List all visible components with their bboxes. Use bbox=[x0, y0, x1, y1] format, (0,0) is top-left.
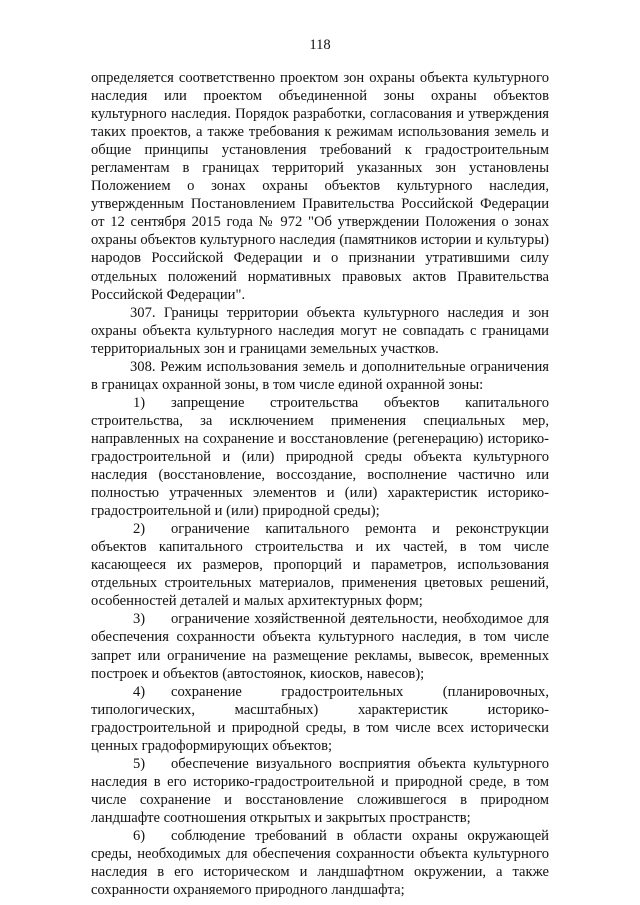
list-item bbox=[91, 755, 549, 827]
paragraph-continuation: определяется соответственно проектом зон охраны объекта культурного наследия или проектом объединенной зоны охраны объектов культурного наследия. Порядок разработки, согласования и утверждения таких проектов, а также требования к режимам использования земель и общие принципы установления требований к градостроительным регламентам в границах территорий указанных зон установлены Положением о зонах охраны объектов культурного наследия, утвержденным Постановлением Правительства Российской Федерации от 12 сентября 2015 года № 972 "Об утверждении Положения о зонах охраны объектов культурного наследия (памятников истории и культуры) народов Российской Федерации и о признании утратившими силу отдельных положений нормативных правовых актов Правительства Российской Федерации". bbox=[91, 70, 549, 303]
list-item-number: 6) bbox=[133, 827, 146, 844]
list-item-text: ограничение капитального ремонта и реконструкции объектов капитального строительства и их частей, в том числе касающееся их размеров, пропорций и параметров, использования отдельных строительных материалов, применения цветовых решений, особенностей деталей и малых архитектурных форм; bbox=[91, 521, 549, 610]
list-item-text: соблюдение требований в области охраны окружающей среды, необходимых для обеспечения сохранности объекта культурного наследия в его историческом и ландшафтном окружении, а также сохранности охраняемого природного ландшафта; bbox=[91, 827, 549, 899]
list-item-number: 3) bbox=[133, 611, 146, 628]
list-item-number: 4) bbox=[133, 683, 146, 700]
list-item bbox=[91, 520, 549, 610]
list-item bbox=[91, 610, 549, 682]
page-number: 118 bbox=[309, 37, 331, 53]
list-item-number: 2) bbox=[133, 521, 146, 538]
list-item-text: ограничение хозяйственной деятельности, необходимое для обеспечения сохранности объекта культурного наследия, в том числе запрет или ограничение на размещение рекламы, вывесок, временных построек и объектов (автостоянок, киосков, навесов); bbox=[91, 611, 549, 682]
list-item-text: обеспечение визуального восприятия объекта культурного наследия в его историко-градостроительной и природной среде, в том числе сохранение и восстановление сложившегося в природном ландшафте соотношения открытых и закрытых пространств; bbox=[91, 755, 549, 826]
paragraph-308: 308. Режим использования земель и дополнительные ограничения в границах охранной зоны, в том числе единой охранной зоны: bbox=[91, 358, 549, 393]
list-item bbox=[91, 683, 549, 755]
list-item-number: 5) bbox=[133, 755, 146, 772]
list-item bbox=[91, 827, 549, 899]
paragraph-307: 307. Границы территории объекта культурного наследия и зон охраны объекта культурного наследия могут не совпадать с границами территориальных зон и границами земельных участков. bbox=[91, 304, 549, 357]
list-item-number: 1) bbox=[133, 394, 146, 411]
list-item bbox=[91, 394, 549, 520]
document-body bbox=[91, 69, 549, 899]
list-item-text: запрещение строительства объектов капитального строительства, за исключением применения специальных мер, направленных на сохранение и восстановление (регенерацию) историко-градостроительной и (или) природной среды объекта культурного наследия (восстановление, воссоздание, восполнение частично или полностью утраченных элементов и (или) характеристик историко-градостроительной и (или) природной среды); bbox=[91, 394, 549, 520]
list-item-text: сохранение градостроительных (планировочных, типологических, масштабных) характеристик историко-градостроительной и природной среды, в том числе всех исторически ценных градоформирующих объектов; bbox=[91, 683, 549, 754]
